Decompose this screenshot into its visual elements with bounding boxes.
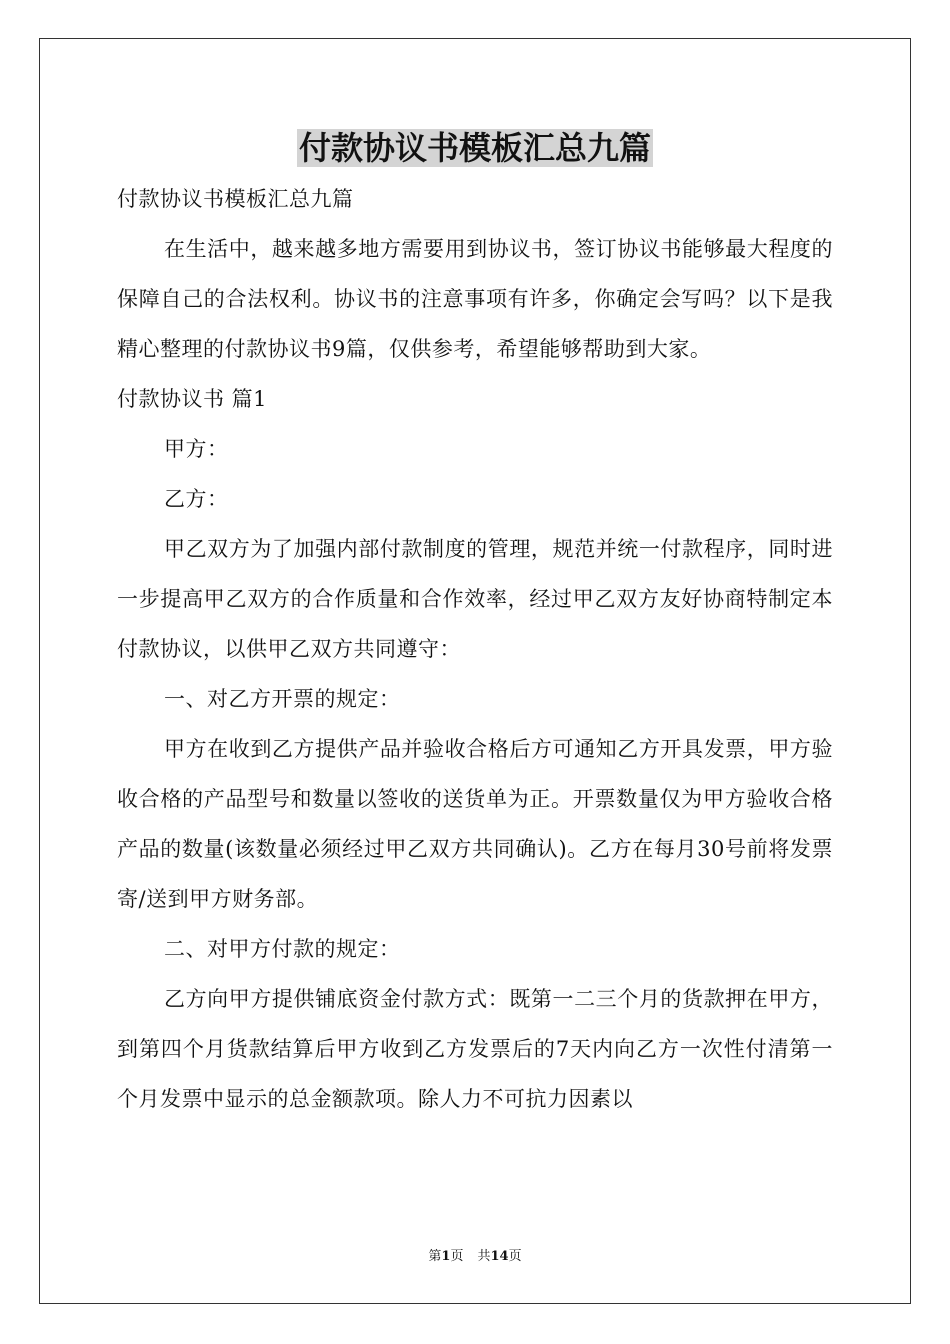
paragraph: 乙方： (164, 487, 229, 511)
page-number-current: 1 (441, 1249, 451, 1264)
document-body (117, 174, 833, 1124)
page-total: 14 (490, 1249, 509, 1264)
document-title-text: 付款协议书模板汇总九篇 (298, 129, 651, 167)
page-number-prefix: 第 (428, 1249, 442, 1264)
paragraph: 付款协议书模板汇总九篇 (117, 187, 354, 211)
paragraph: 甲方： (164, 437, 229, 461)
paragraph: 甲乙双方为了加强内部付款制度的管理，规范并统一付款程序，同时进一步提高甲乙双方的合作质量和合作效率，经过甲乙双方友好协商特制定本付款协议，以供甲乙双方共同遵守： (117, 537, 833, 661)
page-total-prefix: 共 (477, 1249, 491, 1264)
page-number-suffix: 页 (450, 1249, 464, 1264)
page-total-suffix: 页 (508, 1249, 522, 1264)
page-footer (0, 1248, 950, 1266)
paragraph: 二、对甲方付款的规定： (164, 937, 401, 961)
paragraph: 在生活中，越来越多地方需要用到协议书，签订协议书能够最大程度的保障自己的合法权利。协议书的注意事项有许多，你确定会写吗？以下是我精心整理的付款协议书9篇，仅供参考，希望能够帮助到大家。 (117, 237, 833, 361)
paragraph: 一、对乙方开票的规定： (164, 687, 401, 711)
paragraph: 甲方在收到乙方提供产品并验收合格后方可通知乙方开具发票，甲方验收合格的产品型号和数量以签收的送货单为正。开票数量仅为甲方验收合格产品的数量(该数量必须经过甲乙双方共同确认)。乙方在每月30号前将发票寄/送到甲方财务部。 (117, 737, 833, 911)
paragraph: 乙方向甲方提供铺底资金付款方式：既第一二三个月的货款押在甲方，到第四个月货款结算后甲方收到乙方发票后的7天内向乙方一次性付清第一个月发票中显示的总金额款项。除人力不可抗力因素以 (117, 987, 833, 1111)
section-heading: 付款协议书 篇1 (117, 387, 268, 411)
document-title (0, 122, 950, 174)
